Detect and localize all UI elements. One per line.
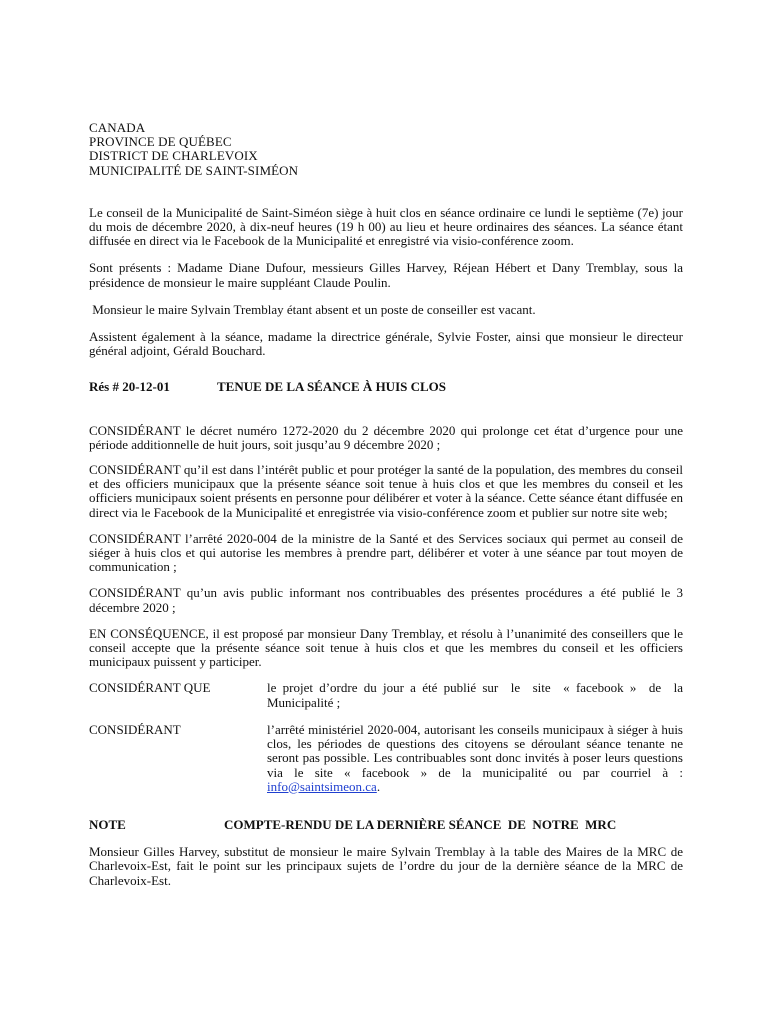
considerant-arrete-label: CONSIDÉRANT <box>89 721 181 737</box>
considerant-que-row <box>89 680 687 710</box>
en-consequence-paragraph: EN CONSÉQUENCE, il est proposé par monsieur Dany Tremblay, et résolu à l’unanimité des conseillers que le conseil accepte que la présente séance soit tenue à huis clos et que les membres du conseil et les officiers municipaux puissent y participer. <box>89 625 683 670</box>
considerant-interet-public: CONSIDÉRANT qu’il est dans l’intérêt public et pour protéger la santé de la population, des membres du conseil et des officiers municipaux que la présente séance soit tenue à huis clos et que les membres du conseil et les officiers municipaux soient présents en personne pour délibérer et voter à la séance. Cette séance étant diffusée en direct via le Facebook de la Municipalité et enregistrée via visio-conférence zoom et publier sur notre site web; <box>89 462 683 520</box>
header-municipality: MUNICIPALITÉ DE SAINT-SIMÉON <box>89 162 299 178</box>
intro-paragraph-session: Le conseil de la Municipalité de Saint-Siméon siège à huit clos en séance ordinaire ce lundi le septième (7e) jour du mois de décembre 2020, à dix-neuf heures (19 h 00) au lieu et heure ordinaires des séances. La séance étant diffusée en direct via le Facebook de la Municipalité et enregistré via visio-conférence zoom. <box>89 204 683 249</box>
considerant-avis-public: CONSIDÉRANT qu’un avis public informant nos contribuables des présentes procédures a été publié le 3 décembre 2020 ; <box>89 585 683 615</box>
resolution-heading <box>89 380 683 394</box>
intro-paragraph-assist: Assistent également à la séance, madame la directrice générale, Sylvie Foster, ainsi que monsieur le directeur général adjoint, Gérald Bouchard. <box>89 329 683 359</box>
intro-paragraph-present: Sont présents : Madame Diane Dufour, messieurs Gilles Harvey, Réjean Hébert et Dany Tremblay, sous la présidence de monsieur le maire suppléant Claude Poulin. <box>89 260 683 290</box>
considerant-arrete-text <box>267 723 683 794</box>
intro-paragraph-absent: Monsieur le maire Sylvain Tremblay étant absent et un poste de conseiller est vacant. <box>89 301 536 317</box>
considerant-arrete: CONSIDÉRANT l’arrêté 2020-004 de la ministre de la Santé et des Services sociaux qui permet au conseil de siéger à huis clos et qui autorise les membres à prendre part, délibérer et voter à une séance par tout moyen de communication ; <box>89 530 683 575</box>
note-heading <box>89 818 683 832</box>
email-link[interactable]: info@saintsimeon.ca <box>267 778 377 794</box>
header-country: CANADA <box>89 120 146 135</box>
note-label: NOTE <box>89 816 126 832</box>
header-province: PROVINCE DE QUÉBEC <box>89 134 232 150</box>
note-title: COMPTE-RENDU DE LA DERNIÈRE SÉANCE DE NOTRE MRC <box>224 816 617 832</box>
document-header <box>89 121 683 178</box>
resolution-number: Rés # 20-12-01 <box>89 379 170 395</box>
header-district: DISTRICT DE CHARLEVOIX <box>89 148 258 164</box>
note-paragraph: Monsieur Gilles Harvey, substitut de monsieur le maire Sylvain Tremblay à la table des Maires de la MRC de Charlevoix-Est, fait le point sur les principaux sujets de l’ordre du jour de la dernière séance de la MRC de Charlevoix-Est. <box>89 844 683 888</box>
considerant-arrete-row <box>89 723 683 794</box>
considerant-que-text: le projet d’ordre du jour a été publié sur le site « facebook » de la Municipalité ; <box>267 680 687 710</box>
considerant-que-label: CONSIDÉRANT QUE <box>89 680 211 696</box>
document-content <box>89 120 687 888</box>
considerant-arrete-end: . <box>376 778 381 794</box>
resolution-title: TENUE DE LA SÉANCE À HUIS CLOS <box>217 379 447 395</box>
considerant-arrete-body: l’arrêté ministériel 2020-004, autorisant les conseils municipaux à siéger à huis clos, les périodes de questions des citoyens se déroulant séance tenante ne seront pas possible. Les contribuables sont donc invités à poser leurs questions via le site « facebook » de la municipalité ou par courriel à : <box>267 721 683 780</box>
considerant-decret: CONSIDÉRANT le décret numéro 1272-2020 du 2 décembre 2020 qui prolonge cet état d’urgence pour une période additionnelle de huit jours, soit jusqu’au 9 décembre 2020 ; <box>89 422 683 452</box>
